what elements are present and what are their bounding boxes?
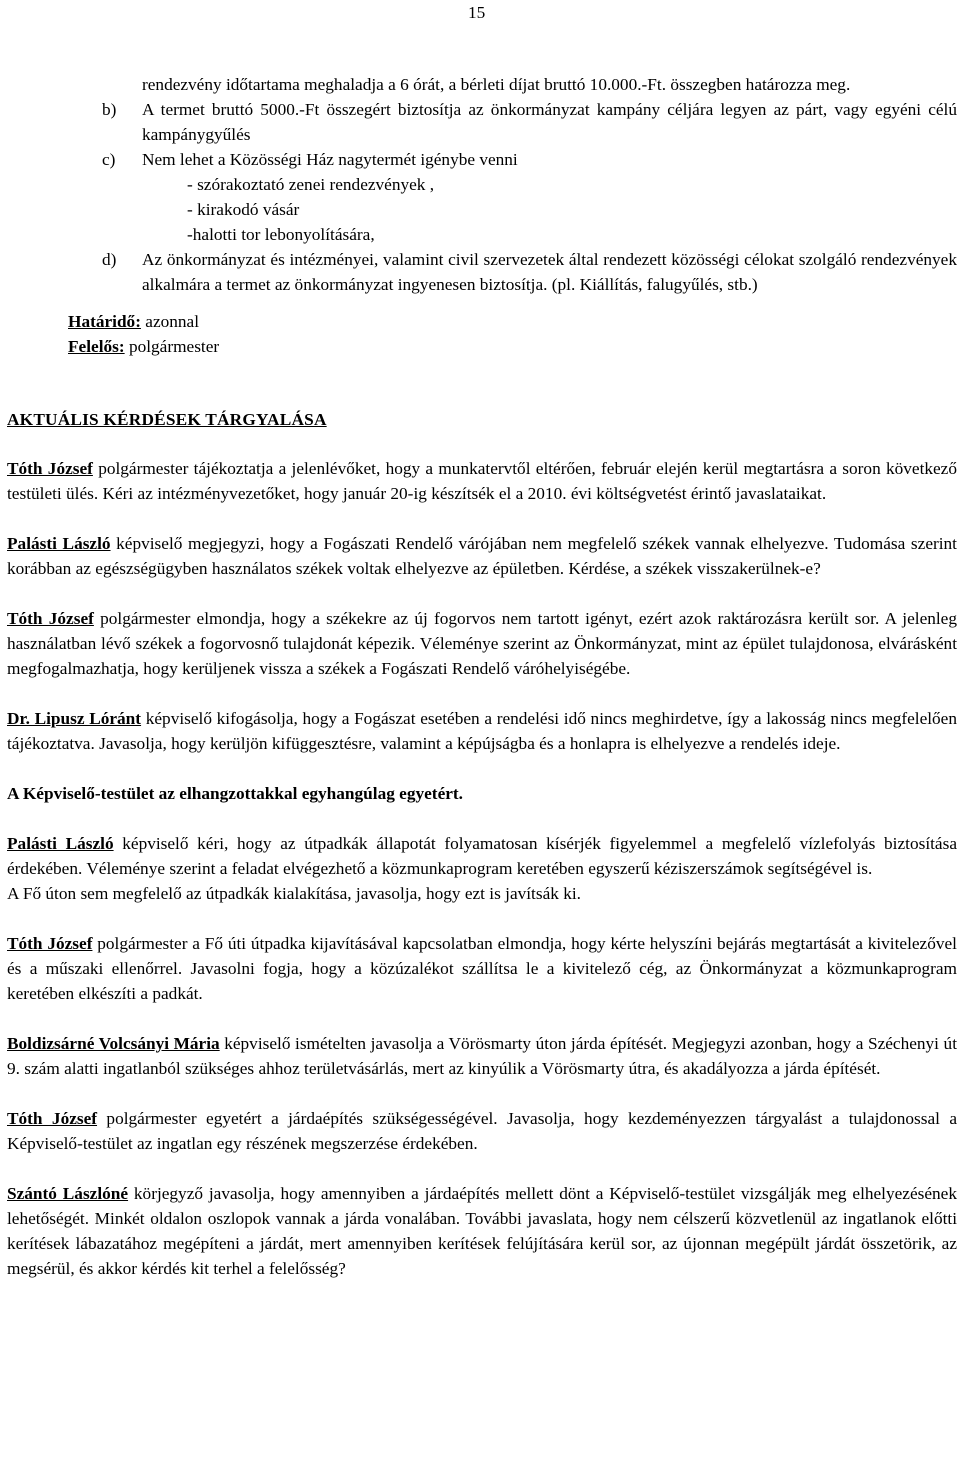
responsibility-block [7, 309, 957, 359]
speaker-name: Tóth József [7, 459, 93, 478]
sub-list [7, 172, 957, 247]
paragraph-text: képviselő ismételten javasolja a Vörösmarty úton járda építését. Megjegyzi azonban, hogy a Széchenyi út 9. szám alatti ingatlanból szükséges ahhoz területvásárlás, mert az kinyúlik a Vörösmarty útra, és akadályozza a járda építését. [7, 1034, 957, 1078]
minutes-paragraph [7, 606, 957, 681]
list-item [7, 247, 957, 297]
list-marker: b) [102, 100, 117, 119]
speaker-name: Szántó Lászlóné [7, 1184, 129, 1203]
responsible-line [68, 334, 957, 359]
list-marker: d) [102, 250, 117, 269]
minutes-paragraph [7, 1031, 957, 1081]
minutes-paragraph [7, 1181, 957, 1281]
speaker-name: Dr. Lipusz Lóránt [7, 709, 142, 728]
page-number: 15 [468, 3, 486, 22]
rule-list [7, 72, 957, 297]
minutes-paragraph [7, 931, 957, 1006]
deadline-line [68, 309, 957, 334]
deadline-value: azonnal [140, 312, 200, 331]
list-marker: c) [102, 150, 116, 169]
speaker-name: Palásti László [7, 534, 111, 553]
resolution-statement: A Képviselő-testület az elhangzottakkal egyhangúlag egyetért. [7, 784, 463, 803]
speaker-name: Palásti László [7, 834, 114, 853]
minutes-paragraph [7, 706, 957, 756]
paragraph-text: képviselő kifogásolja, hogy a Fogászat esetében a rendelési idő nincs meghirdetve, így a lakosság nincs megfelelően tájékoztatva. Javasolja, hogy kerüljön kifüggesztésre, valamint a képújságba és a honlapra is elhelyezve a rendelés ideje. [7, 709, 957, 753]
minutes-paragraph [7, 456, 957, 506]
minutes [7, 456, 957, 1281]
minutes-paragraph-extra: A Fő úton sem megfelelő az útpadkák kialakítása, javasolja, hogy ezt is javítsák ki. [7, 884, 581, 903]
paragraph-text: képviselő megjegyzi, hogy a Fogászati Rendelő várójában nem megfelelő székek vannak elhelyezve. Tudomása szerint korábban az egészségügyben használatos székek voltak elhelyezve az épületben. Kérdése, a székek visszakerülnek-e? [7, 534, 957, 578]
list-item [7, 72, 957, 97]
minutes-paragraph [7, 531, 957, 581]
list-item [7, 97, 957, 147]
minutes-paragraph [7, 831, 957, 881]
sub-list-item: - szórakoztató zenei rendezvények , [187, 175, 435, 194]
speaker-name: Boldizsárné Volcsányi Mária [7, 1034, 220, 1053]
minutes-paragraph [7, 1106, 957, 1156]
responsible-value: polgármester [124, 337, 220, 356]
sub-list-item: -halotti tor lebonyolítására, [187, 225, 375, 244]
deadline-label: Határidő: [68, 312, 141, 331]
list-item-text: A termet bruttó 5000.-Ft összegért biztosítja az önkormányzat kampány céljára legyen az párt, vagy egyéni célú kampánygyűlés [142, 100, 957, 144]
paragraph-text: polgármester elmondja, hogy a székekre az új fogorvos nem tartott igényt, ezért azok raktározásra került sor. A jelenleg használatban lévő székek a fogorvosnő tulajdonát képezik. Véleménye szerint az Önkormányzat, mint az épület tulajdonosa, elvárásként megfogalmazhatja, hogy kerüljenek vissza a székek a Fogászati Rendelő váróhelyiségébe. [7, 609, 957, 678]
list-item-text: Az önkormányzat és intézményei, valamint civil szervezetek által rendezett közösségi célokat szolgáló rendezvények alkalmára a termet az önkormányzat ingyenesen biztosítja. (pl. Kiállítás, falugyűlés, stb.) [142, 250, 957, 294]
paragraph-text: polgármester egyetért a járdaépítés szükségességével. Javasolja, hogy kezdeményezzen tárgyalást a tulajdonossal a Képviselő-testület az ingatlan egy részének megszerzése érdekében. [7, 1109, 957, 1153]
list-item-text: Nem lehet a Közösségi Ház nagytermét igénybe venni [142, 150, 518, 169]
sub-list-item: - kirakodó vásár [187, 200, 300, 219]
speaker-name: Tóth József [7, 934, 93, 953]
paragraph-text: körjegyző javasolja, hogy amennyiben a járdaépítés mellett dönt a Képviselő-testület vizsgálják meg elhelyezésének lehetőségét. Minkét oldalon oszlopok vannak a járda vonalában. További javaslata, hogy nem célszerű közvetlenül az ingatlanok előtti kerítések lábazatához megépíteni a járdát, mert amennyiben kerítések felújítására kerül sor, az újonnan megépült járdát összetörik, az megsérül, és akkor kérdés kit terhel a felelősség? [7, 1184, 957, 1278]
speaker-name: Tóth József [7, 609, 94, 628]
paragraph-text: polgármester tájékoztatja a jelenlévőket, hogy a munkatervtől eltérően, február elején kerül megtartásra a soron következő testületi ülés. Kéri az intézményvezetőket, hogy január 20-ig készítsék el a 2010. évi költségvetést érintő javaslataikat. [7, 459, 957, 503]
document-body [7, 72, 957, 1281]
paragraph-text: polgármester a Fő úti útpadka kijavításával kapcsolatban elmondja, hogy kérte helyszíni bejárás megtartását a kivitelezővel és a műszaki ellenőrrel. Javasolni fogja, hogy a közúzalékot szállítsa le a kivitelező cég, az Önkormányzat a közmunkaprogram keretében elkészíti a padkát. [7, 934, 957, 1003]
list-item [7, 147, 957, 172]
paragraph-text: képviselő kéri, hogy az útpadkák állapotát folyamatosan kísérjék figyelemmel a megfelelő vízlefolyás biztosítása érdekében. Véleménye szerint a feladat elvégezhető a közmunkaprogram keretében egyszerű kéziszerszámok segítségével is. [7, 834, 957, 878]
responsible-label: Felelős: [68, 337, 125, 356]
list-item-text: rendezvény időtartama meghaladja a 6 órát, a bérleti díjat bruttó 10.000.-Ft. összegben határozza meg. [142, 75, 851, 94]
section-heading: AKTUÁLIS KÉRDÉSEK TÁRGYALÁSA [7, 410, 327, 429]
speaker-name: Tóth József [7, 1109, 98, 1128]
